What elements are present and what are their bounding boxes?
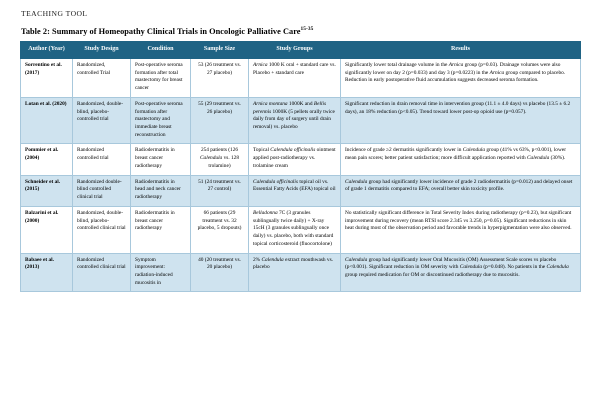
cell-author [21,206,73,253]
cell-text: Randomized, double-blind, placebo-controlled clinical trial [77,209,126,232]
cell-text: No statistically significant difference in Total Severity Index during radiotherapy (p=0.23), but significant improvement during recovery (mean RTSI score 2.345 vs 3.250, p=0.05). Significant reductions in skin heat during most of the observation period and favorable trends in hyperpigmentation were also observed. [345,209,572,232]
cell-text: Significantly lower total drainage volume in the Arnica group (p=0.03). Drainage volumes were also significantly lower on day 2 (p=0.033) and day 3 (p=0.0223) in the Arnica group compared to placebo. Reduction in early postoperative fluid accumulation suggests decreased seroma formation. [345,61,566,84]
cell-text: Lotan et al. (2020) [25,100,67,107]
column-header-study-groups: Study Groups [249,42,341,59]
cell-text: Calendula group had significantly lower Oral Mucositis (OM) Assessment Scale scores vs placebo (p<0.001). Significant reduction in OM severity with Calendula (p=0.048). No patients in the Calendula group required medication for OM or discontinued radiotherapy due to mucositis. [345,256,569,278]
cell-groups [249,206,341,253]
cell-text: Randomized, double-blind, placebo-controlled trial [77,100,124,123]
cell-design [73,97,131,144]
table-row [21,58,581,97]
cell-cond [131,97,191,144]
cell-design [73,58,131,97]
cell-design [73,144,131,175]
cell-groups [249,58,341,97]
cell-text: 2% Calendula extract mouthwash vs. placebo [253,256,334,271]
cell-sample [191,253,249,292]
cell-author [21,58,73,97]
cell-author [21,175,73,206]
column-header-results: Results [341,42,581,59]
cell-text: 53 (26 treatment vs. 27 placebo) [198,61,241,76]
table-caption [21,27,580,36]
column-header-author: Author (Year) [21,42,73,59]
cell-design [73,175,131,206]
cell-results [341,97,581,144]
cell-design [73,253,131,292]
cell-text: 55 (29 treatment vs. 26 placebo) [198,100,241,115]
cell-results [341,253,581,292]
cell-text: Randomized double-blind controlled clinical trial [77,178,122,201]
column-header-design: Study Design [73,42,131,59]
cell-author [21,253,73,292]
cell-text: Balzarini et al. (2000) [25,209,59,224]
cell-cond [131,144,191,175]
table-header-row [21,42,581,59]
cell-text: 254 patients (126 Calendula vs. 128 trolamine) [199,147,240,169]
table-row [21,175,581,206]
cell-text: Arnica montana 1000K and Bellis perennis 1000K (5 pellets orally twice daily from day of surgery until drain removal) vs. placebo [253,100,335,130]
cell-text: Arnica 1000 K oral + standard care vs. Placebo + standard care [253,61,336,76]
cell-text: Radiodermatitis in head and neck cancer radiotherapy [135,178,181,201]
cell-text: Symptom improvement: radiation-induced mucositis in [135,256,173,286]
cell-groups [249,175,341,206]
running-head: TEACHING TOOL [21,9,88,18]
cell-sample [191,97,249,144]
cell-text: Topical Calendula officinalis ointment applied post-radiotherapy vs. trolamine cream [253,147,336,169]
cell-sample [191,206,249,253]
clinical-trials-table [20,41,581,292]
cell-text: Calendula group had significantly lower incidence of grade 2 radiodermatitis (p=0.012) and delayed onset of grade 1 dermatitis compared to EFA; overall better skin toxicity profile. [345,178,573,193]
cell-text: 40 (20 treatment vs. 20 placebo) [198,256,241,271]
cell-sample [191,144,249,175]
cell-design [73,206,131,253]
table-row [21,97,581,144]
table-caption-text: Table 2: Summary of Homeopathy Clinical Trials in Oncologic Palliative Care [21,27,301,36]
cell-text: Babaee et al. (2013) [25,256,54,271]
table-row [21,206,581,253]
cell-results [341,144,581,175]
cell-text: Post-operative seroma formation after total mastectomy for breast cancer [135,61,183,92]
cell-results [341,175,581,206]
cell-sample [191,58,249,97]
cell-text: Sorrentino et al. (2017) [25,61,62,76]
column-header-condition: Condition [131,42,191,59]
cell-text: 51 (24 treatment vs. 27 control) [198,178,241,193]
table-row [21,253,581,292]
cell-text: Radiodermatitis in breast cancer radiotherapy [135,209,175,232]
cell-cond [131,175,191,206]
cell-text: Schneider et al. (2015) [25,178,61,193]
cell-author [21,97,73,144]
cell-text: Post-operative seroma formation after mastectomy and immediate breast reconstruction [135,100,183,138]
cell-author [21,144,73,175]
cell-results [341,206,581,253]
cell-text: Randomized controlled clinical trial [77,256,126,271]
cell-text: Pommier et al. (2004) [25,147,59,162]
cell-groups [249,144,341,175]
cell-groups [249,253,341,292]
cell-text: Calendula officinalis topical oil vs. Essential Fatty Acids (EFA) topical oil [253,178,336,193]
cell-results [341,58,581,97]
cell-groups [249,97,341,144]
cell-sample [191,175,249,206]
cell-text: 66 patients (29 treatment vs. 32 placebo, 5 dropouts) [197,209,242,232]
table-body [21,58,581,292]
cell-cond [131,58,191,97]
table-header [21,42,581,59]
table-caption-citation: 15-35 [300,26,314,33]
column-header-sample-size: Sample Size [191,42,249,59]
cell-cond [131,206,191,253]
cell-text: Radiodermatitis in breast cancer radiotherapy [135,147,175,169]
cell-text: Belladonna 7C (3 granules sublingually twice daily) + X-ray 15cH (3 granules sublingually once daily) vs. placebo, both with standard topical corticosteroid (fluocortolone) [253,209,334,247]
table-row [21,144,581,175]
cell-text: Randomized controlled trial [77,147,109,162]
cell-text: Randomized, controlled Trial [77,61,111,76]
cell-text: Incidence of grade ≥2 dermatitis significantly lower in Calendula group (41% vs 63%, p<0.001), lower mean pain scores; better patient satisfaction; more difficult application reported with Calendula (30%). [345,147,566,162]
cell-text: Significant reduction in drain removal time in intervention group (11.1 ± 4.0 days) vs placebo (13.5 ± 6.2 days), an 18% reduction (p<0.05). Trend toward lower post-op opioid use (p=0.057). [345,100,571,115]
cell-cond [131,253,191,292]
